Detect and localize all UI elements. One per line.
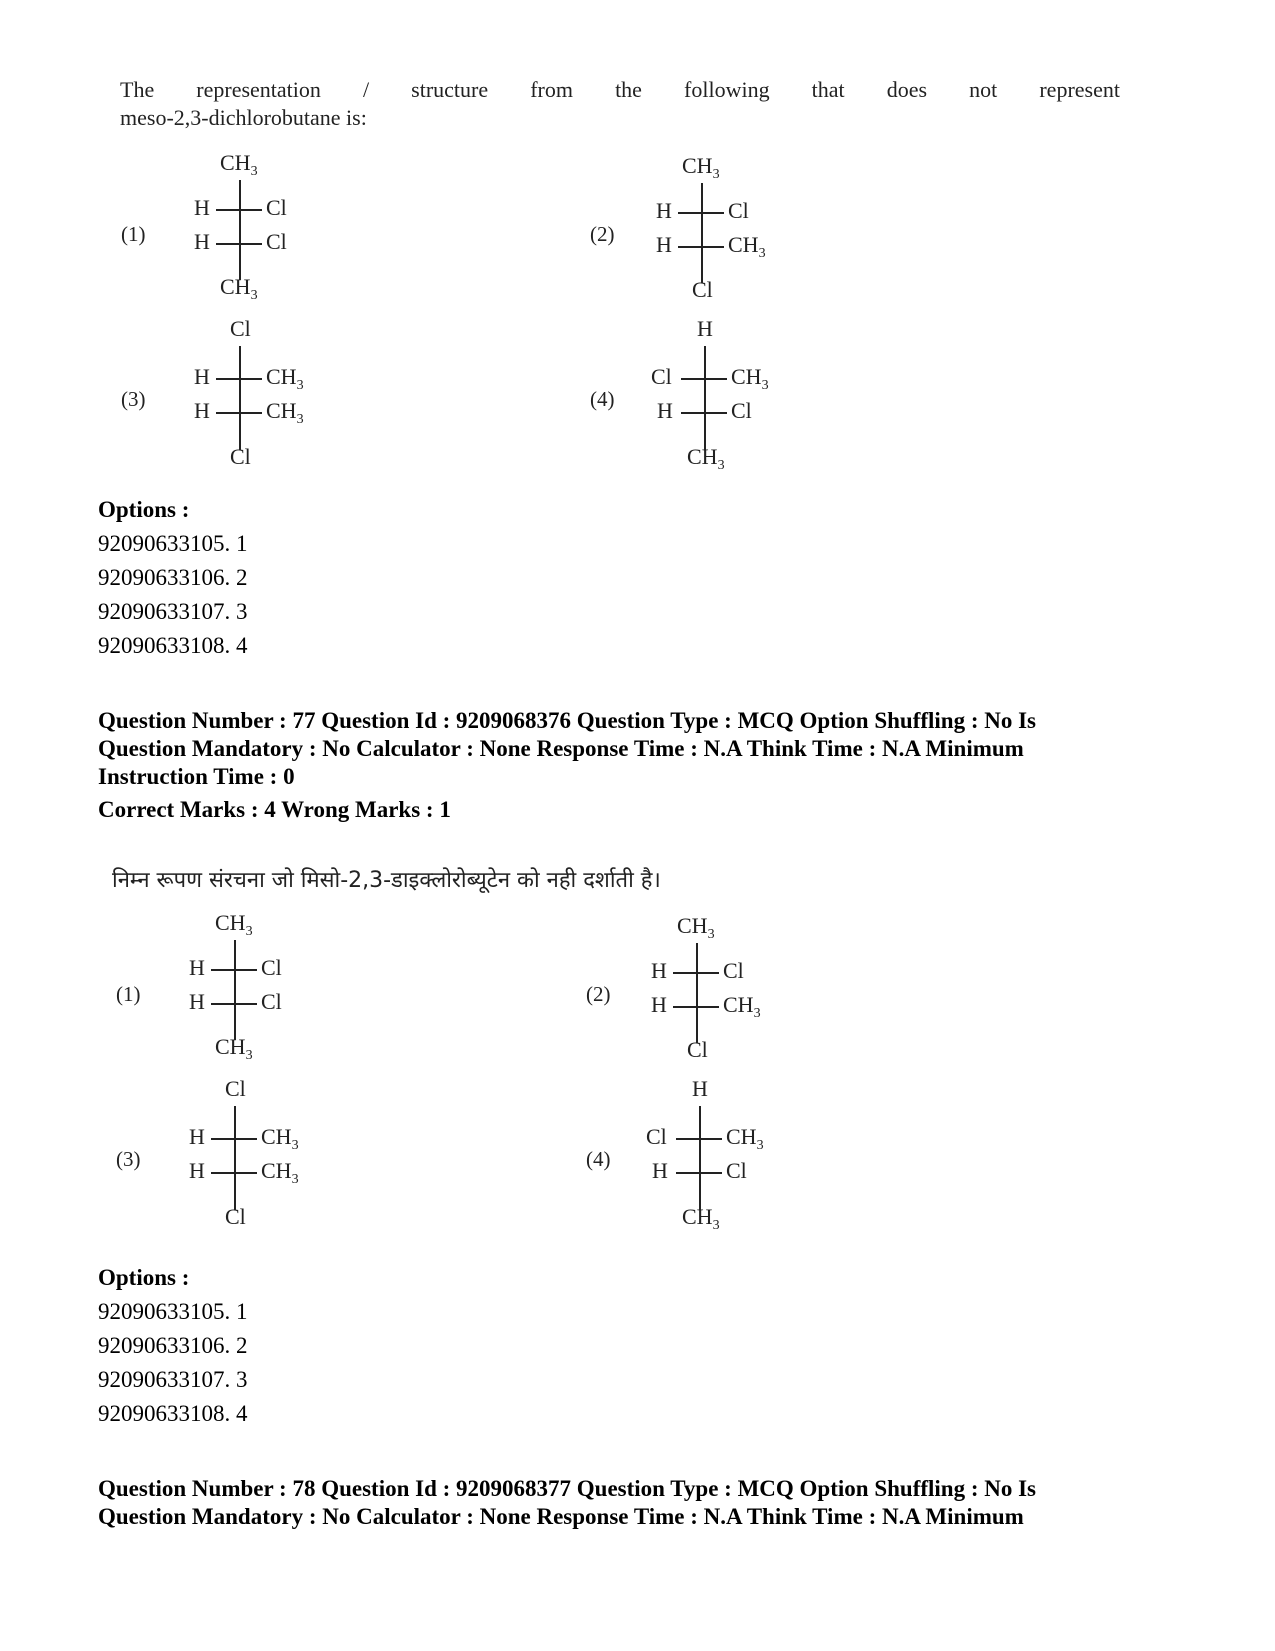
left-group: Cl	[646, 1124, 667, 1149]
right-group: Cl	[261, 955, 282, 980]
word: structure	[411, 77, 489, 102]
fischer-projection-4	[640, 1076, 790, 1241]
left-group: H	[657, 398, 673, 423]
option-item[interactable]: 92090633108. 4	[98, 633, 248, 658]
bottom-group: $CH_3$	[215, 1034, 253, 1063]
option-item[interactable]: 92090633107. 3	[98, 599, 248, 624]
bond-horizontal	[673, 1006, 719, 1008]
structure-label: (4)	[590, 387, 615, 411]
bond-horizontal	[678, 246, 724, 248]
bond-horizontal	[211, 969, 257, 971]
question-meta	[98, 1475, 1188, 1531]
right-group: Cl	[261, 989, 282, 1014]
right-group: Cl	[731, 398, 752, 423]
option-item[interactable]: 92090633105. 1	[98, 1299, 248, 1324]
word: the	[615, 77, 642, 102]
fischer-projection-1	[175, 910, 315, 1070]
structure-label: (1)	[116, 982, 141, 1006]
bond-horizontal	[676, 1138, 722, 1140]
bottom-group: $CH_3$	[687, 444, 725, 473]
top-group: Cl	[225, 1076, 246, 1101]
bond-horizontal	[211, 1172, 257, 1174]
right-group: $CH_3$	[261, 1124, 299, 1153]
bond-horizontal	[681, 378, 727, 380]
right-group: $CH_3$	[266, 364, 304, 393]
option-item[interactable]: 92090633107. 3	[98, 1367, 248, 1392]
bond-vertical	[696, 943, 698, 1043]
question-text-hindi: निम्न रूपण संरचना जो मिसो-2,3-डाइक्लोरोब्यूटेन को नही दर्शाती है।	[112, 868, 661, 893]
left-group: H	[651, 992, 667, 1017]
marks-line: Correct Marks : 4 Wrong Marks : 1	[98, 797, 451, 822]
top-group: H	[692, 1076, 708, 1101]
right-group: Cl	[723, 958, 744, 983]
word: /	[362, 77, 370, 102]
left-group: H	[652, 1158, 668, 1183]
bottom-group: $CH_3$	[220, 274, 258, 303]
right-group: $CH_3$	[726, 1124, 764, 1153]
meta-line: Question Number : 78 Question Id : 9209068377 Question Type : MCQ Option Shuffling : No Is	[98, 1476, 1037, 1501]
options-title: Options :	[98, 497, 190, 522]
meta-line: Question Number : 77 Question Id : 9209068376 Question Type : MCQ Option Shuffling : No Is	[98, 708, 1037, 733]
structure-label: (4)	[586, 1147, 611, 1171]
word: does	[886, 77, 928, 102]
bond-horizontal	[216, 378, 262, 380]
question-text-line1	[120, 76, 1120, 104]
options-list	[98, 527, 248, 663]
left-group: H	[194, 398, 210, 423]
bond-vertical	[234, 940, 236, 1040]
word: that	[811, 77, 845, 102]
left-group: H	[194, 195, 210, 220]
top-group: $CH_3$	[682, 153, 720, 182]
right-group: Cl	[266, 229, 287, 254]
left-group: H	[189, 955, 205, 980]
structure-label: (2)	[586, 982, 611, 1006]
right-group: Cl	[728, 198, 749, 223]
structure-label: (1)	[121, 222, 146, 246]
bond-vertical	[239, 180, 241, 280]
top-group: Cl	[230, 316, 251, 341]
bond-vertical	[234, 1106, 236, 1210]
right-group: $CH_3$	[723, 992, 761, 1021]
meta-line: Question Mandatory : No Calculator : None Response Time : N.A Think Time : N.A Minimum	[98, 1504, 1024, 1529]
option-item[interactable]: 92090633106. 2	[98, 565, 248, 590]
meta-line: Instruction Time : 0	[98, 764, 295, 789]
word: following	[684, 77, 770, 102]
right-group: Cl	[726, 1158, 747, 1183]
left-group: H	[656, 232, 672, 257]
bottom-group: $CH_3$	[682, 1204, 720, 1233]
bond-horizontal	[673, 972, 719, 974]
bottom-group: Cl	[230, 444, 251, 469]
word: The	[120, 77, 155, 102]
left-group: H	[189, 1158, 205, 1183]
right-group: $CH_3$	[261, 1158, 299, 1187]
fischer-projection-3	[180, 316, 330, 481]
left-group: H	[651, 958, 667, 983]
word: not	[969, 77, 998, 102]
word: representation	[196, 77, 321, 102]
bond-vertical	[239, 346, 241, 450]
options-list	[98, 1295, 248, 1431]
meta-line: Question Mandatory : No Calculator : None Response Time : N.A Think Time : N.A Minimum	[98, 736, 1024, 761]
top-group: $CH_3$	[215, 910, 253, 939]
bond-horizontal	[678, 212, 724, 214]
fischer-projection-1	[180, 150, 320, 310]
fischer-projection-4	[645, 316, 795, 481]
left-group: H	[656, 198, 672, 223]
option-item[interactable]: 92090633105. 1	[98, 531, 248, 556]
bond-horizontal	[681, 412, 727, 414]
question-meta	[98, 707, 1188, 791]
bond-vertical	[701, 183, 703, 283]
bond-horizontal	[211, 1003, 257, 1005]
question-text-line2: meso-2,3-dichlorobutane is:	[120, 105, 367, 130]
bond-vertical	[699, 1106, 701, 1210]
structure-label: (2)	[590, 222, 615, 246]
structure-label: (3)	[116, 1147, 141, 1171]
top-group: H	[697, 316, 713, 341]
options-title: Options :	[98, 1265, 190, 1290]
bond-horizontal	[216, 412, 262, 414]
option-item[interactable]: 92090633106. 2	[98, 1333, 248, 1358]
right-group: $CH_3$	[731, 364, 769, 393]
bottom-group: Cl	[687, 1037, 708, 1062]
fischer-projection-2	[635, 913, 785, 1073]
left-group: Cl	[651, 364, 672, 389]
right-group: $CH_3$	[266, 398, 304, 427]
structure-label: (3)	[121, 387, 146, 411]
top-group: $CH_3$	[677, 913, 715, 942]
left-group: H	[189, 1124, 205, 1149]
bottom-group: Cl	[225, 1204, 246, 1229]
bond-horizontal	[216, 209, 262, 211]
right-group: $CH_3$	[728, 232, 766, 261]
fischer-projection-2	[640, 153, 790, 313]
bond-vertical	[704, 346, 706, 450]
left-group: H	[189, 989, 205, 1014]
left-group: H	[194, 364, 210, 389]
bottom-group: Cl	[692, 277, 713, 302]
top-group: $CH_3$	[220, 150, 258, 179]
bond-horizontal	[676, 1172, 722, 1174]
bond-horizontal	[216, 243, 262, 245]
fischer-projection-3	[175, 1076, 325, 1241]
word: from	[530, 77, 573, 102]
option-item[interactable]: 92090633108. 4	[98, 1401, 248, 1426]
right-group: Cl	[266, 195, 287, 220]
word: represent	[1039, 77, 1120, 102]
bond-horizontal	[211, 1138, 257, 1140]
left-group: H	[194, 229, 210, 254]
